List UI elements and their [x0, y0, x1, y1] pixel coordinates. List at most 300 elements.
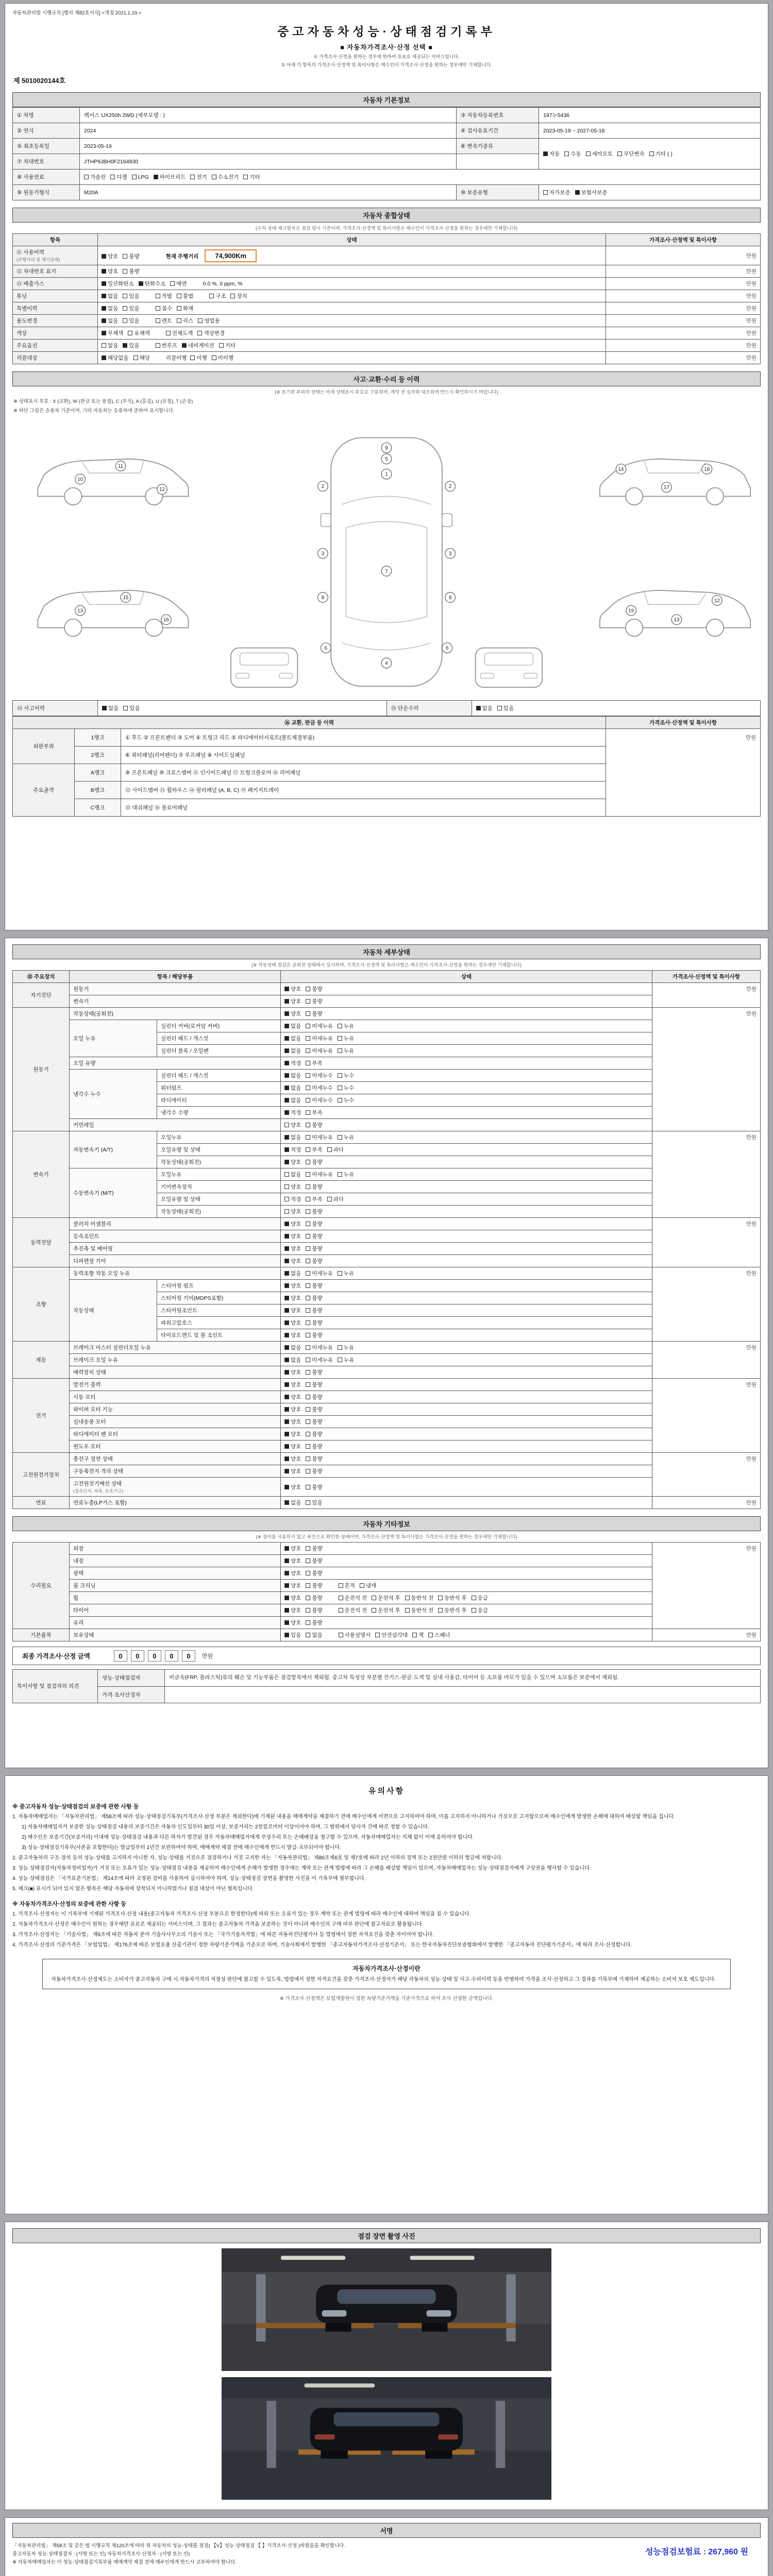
checkbox-label: 있음: [129, 705, 140, 711]
component-label: 스티어링 기어(MDPS포함): [157, 1292, 281, 1304]
checkbox-checked[interactable]: [284, 1011, 289, 1016]
checkbox-option: [284, 1158, 301, 1166]
checkbox[interactable]: [212, 355, 216, 360]
checkbox[interactable]: [306, 1370, 310, 1375]
checkbox-checked[interactable]: [284, 1571, 289, 1575]
checkbox[interactable]: [243, 175, 248, 179]
checkbox[interactable]: [170, 281, 175, 286]
checkbox[interactable]: [132, 175, 137, 179]
checkbox[interactable]: [306, 1558, 310, 1563]
checkbox-group: [543, 189, 612, 196]
checkbox[interactable]: [133, 355, 138, 360]
checkbox[interactable]: [306, 1209, 310, 1214]
checkbox[interactable]: [177, 306, 181, 311]
checkbox[interactable]: [339, 1633, 343, 1637]
checkbox-group: [284, 1582, 327, 1589]
checkbox[interactable]: [327, 1147, 332, 1152]
price-cell: 만원: [606, 246, 761, 265]
checkbox[interactable]: [338, 1345, 342, 1350]
detail-row: [13, 995, 761, 1008]
notice-item: 4. 가격조사·산정의 기준가격은 「보험업법」 제176조에 따른 보험요율 산출기관이 정한 차량기준가액을 기준으로 하며, 기술사회에서 발행한 「중고자동차가격조사·산정기준서」 또는 한국자동차진단보증협회에서 발행한 「중고자동차 진단평가기준서」에 따라 조사·산정합니다.: [12, 1942, 632, 1948]
checkbox[interactable]: [306, 1583, 310, 1588]
checkbox-label: 미세누수: [312, 1073, 333, 1079]
checkbox[interactable]: [306, 1358, 310, 1362]
checkbox[interactable]: [306, 1620, 310, 1625]
field-label: ③ 자동차등록번호: [457, 108, 539, 123]
checkbox-checked[interactable]: [284, 1456, 289, 1461]
checkbox-option: [284, 1557, 301, 1565]
checkbox[interactable]: [617, 151, 622, 156]
checkbox[interactable]: [306, 1222, 310, 1226]
checkbox[interactable]: [306, 1308, 310, 1313]
checkbox-checked[interactable]: [284, 1160, 289, 1164]
checkbox[interactable]: [338, 1073, 342, 1078]
checkbox[interactable]: [438, 1596, 443, 1600]
section-detail-state: 자동차 세부상태: [12, 944, 761, 959]
checkbox-option: [306, 1158, 322, 1166]
checkbox[interactable]: [564, 151, 569, 156]
checkbox-checked[interactable]: [284, 1608, 289, 1613]
status-cell: [281, 1280, 652, 1292]
detail-row: [13, 1465, 761, 1478]
checkbox[interactable]: [306, 1382, 310, 1387]
checkbox-checked[interactable]: [284, 1500, 289, 1505]
checkbox-option: [284, 1307, 301, 1314]
checkbox[interactable]: [306, 1320, 310, 1325]
checkbox-option: [412, 1631, 424, 1639]
checkbox-label: 양호: [291, 1620, 301, 1626]
checkbox[interactable]: [306, 1633, 310, 1637]
checkbox-label: 적법: [161, 293, 172, 299]
photo-list: [12, 2248, 761, 2500]
checkbox[interactable]: [306, 1011, 310, 1016]
checkbox[interactable]: [306, 1432, 310, 1436]
checkbox-checked[interactable]: [284, 1135, 289, 1140]
checkbox[interactable]: [339, 1583, 343, 1588]
checkbox[interactable]: [209, 294, 214, 298]
checkbox-checked[interactable]: [284, 1024, 289, 1028]
checkbox[interactable]: [197, 331, 202, 335]
checkbox[interactable]: [306, 1345, 310, 1350]
checkbox-group: [284, 1121, 327, 1129]
checkbox[interactable]: [306, 1456, 310, 1461]
checkbox-checked[interactable]: [284, 1558, 289, 1563]
field-label: ⑥ 변속기종류: [457, 139, 539, 154]
column-header: ⑱ 주요장치: [13, 971, 70, 983]
price-cell: 만원: [652, 1379, 761, 1453]
checkbox[interactable]: [306, 1197, 310, 1201]
component-label: 실린더 헤드 / 개스킷: [157, 1070, 281, 1082]
checkbox-group: [84, 173, 265, 181]
checkbox[interactable]: [306, 1086, 310, 1090]
checkbox[interactable]: [306, 1160, 310, 1164]
checkbox-checked[interactable]: [102, 355, 106, 360]
checkbox[interactable]: [360, 1583, 364, 1588]
checkbox-checked[interactable]: [102, 331, 106, 335]
checkbox-group: [339, 1631, 455, 1639]
checkbox[interactable]: [306, 1172, 310, 1177]
checkbox-label: 미세누유: [312, 1036, 333, 1042]
accident-history-label: [13, 701, 98, 716]
checkbox-label: 자동: [549, 151, 560, 157]
checkbox[interactable]: [306, 1110, 310, 1115]
signature-text: [12, 2542, 538, 2567]
checkbox-checked[interactable]: [284, 1633, 289, 1637]
checkbox-option: [154, 173, 186, 181]
checkbox-checked[interactable]: [102, 281, 106, 286]
checkbox[interactable]: [338, 1036, 342, 1041]
checkbox[interactable]: [338, 1086, 342, 1090]
checkbox-checked[interactable]: [284, 1320, 289, 1325]
checkbox[interactable]: [306, 1596, 310, 1600]
checkbox-option: [327, 1146, 344, 1154]
checkbox-label: 전기: [196, 174, 207, 180]
detail-row: [13, 1580, 761, 1592]
item-label: [70, 1255, 281, 1267]
mileage-value: 74,900Km: [205, 249, 257, 262]
item-name: 윈도우 모터: [73, 1444, 101, 1450]
checkbox[interactable]: [177, 294, 181, 298]
checkbox[interactable]: [306, 1571, 310, 1575]
checkbox-label: 누수: [343, 1097, 355, 1104]
item-name: 보유상태: [73, 1632, 94, 1638]
checkbox[interactable]: [306, 1147, 310, 1152]
checkbox-group: [284, 1022, 359, 1030]
checkbox-option: [284, 985, 301, 993]
checkbox[interactable]: [428, 1633, 433, 1637]
checkbox[interactable]: [156, 318, 160, 323]
checkbox[interactable]: [375, 1633, 380, 1637]
checkbox-checked[interactable]: [284, 1620, 289, 1625]
item-name: 작동상태: [73, 1308, 94, 1314]
checkbox-checked[interactable]: [284, 1271, 289, 1276]
item-label: [70, 1119, 281, 1131]
checkbox-checked[interactable]: [102, 254, 106, 259]
column-header: 가격조사·산정액 및 특이사항: [652, 971, 761, 983]
checkbox[interactable]: [405, 1608, 410, 1613]
checkbox-checked[interactable]: [284, 1048, 289, 1053]
checkbox[interactable]: [84, 175, 89, 179]
checkbox[interactable]: [338, 1048, 342, 1053]
checkbox[interactable]: [306, 1469, 310, 1473]
checkbox-checked[interactable]: [284, 1073, 289, 1078]
checkbox[interactable]: [212, 175, 216, 179]
checkbox-checked[interactable]: [284, 1469, 289, 1473]
checkbox-group: [284, 1282, 327, 1290]
checkbox-checked[interactable]: [102, 269, 106, 274]
checkbox[interactable]: [123, 269, 127, 274]
checkbox[interactable]: [405, 1596, 410, 1600]
detail-row: [13, 1366, 761, 1379]
checkbox-checked[interactable]: [284, 1061, 289, 1065]
checkbox[interactable]: [306, 1024, 310, 1028]
checkbox[interactable]: [306, 1135, 310, 1140]
checkbox[interactable]: [306, 1048, 310, 1053]
item-name: 냉각수 누수: [73, 1091, 101, 1097]
checkbox-option: [102, 342, 118, 349]
checkbox-group: [284, 1499, 327, 1506]
checkbox[interactable]: [412, 1633, 417, 1637]
checkbox-checked[interactable]: [284, 1432, 289, 1436]
checkbox[interactable]: [230, 294, 235, 298]
checkbox[interactable]: [284, 1123, 289, 1127]
checkbox-checked[interactable]: [284, 1583, 289, 1588]
checkbox-checked[interactable]: [284, 999, 289, 1004]
checkbox-label: 없음: [291, 1134, 301, 1141]
checkbox-group: [284, 1443, 327, 1450]
checkbox-checked[interactable]: [154, 175, 158, 179]
checkbox[interactable]: [123, 254, 127, 259]
rank-items: ① 후드 ② 프론트펜더 ③ 도어 ④ 트렁크 리드 ⑤ 라디에이터서포트(볼트체결부품): [121, 729, 606, 747]
checkbox-label: 세미오토: [592, 151, 613, 157]
checkbox-checked[interactable]: [284, 1308, 289, 1313]
detail-row: [13, 1592, 761, 1604]
checkbox[interactable]: [123, 306, 127, 311]
device-label: 변속기: [13, 1131, 70, 1218]
checkbox-checked[interactable]: [284, 1358, 289, 1362]
checkbox[interactable]: [306, 1395, 310, 1399]
checkbox[interactable]: [166, 331, 171, 335]
checkbox[interactable]: [339, 1608, 343, 1613]
checkbox[interactable]: [306, 1061, 310, 1065]
checkbox[interactable]: [372, 1596, 376, 1600]
checkbox[interactable]: [497, 706, 502, 710]
checkbox-checked[interactable]: [284, 1345, 289, 1350]
checkbox[interactable]: [190, 355, 195, 360]
checkbox-checked[interactable]: [284, 1382, 289, 1387]
checkbox-checked[interactable]: [284, 1234, 289, 1239]
checkbox-checked[interactable]: [284, 1098, 289, 1103]
checkbox-label: 불량: [312, 1431, 323, 1437]
checkbox[interactable]: [284, 1172, 289, 1177]
checkbox-checked[interactable]: [284, 1444, 289, 1449]
status-cell: [281, 1543, 652, 1555]
checkbox-checked[interactable]: [139, 281, 143, 286]
checkbox[interactable]: [306, 999, 310, 1004]
checkbox-label: 리스: [182, 318, 194, 324]
item-label: [70, 1580, 281, 1592]
checkbox-checked[interactable]: [102, 318, 106, 323]
checkbox[interactable]: [156, 294, 160, 298]
checkbox[interactable]: [306, 1271, 310, 1276]
checkbox-label: 부족: [312, 1147, 323, 1153]
checkbox-option: [372, 1594, 400, 1602]
checkbox-label: 양호: [291, 1332, 301, 1338]
checkbox-checked[interactable]: [284, 1485, 289, 1489]
checkbox[interactable]: [306, 1234, 310, 1239]
checkbox[interactable]: [123, 294, 127, 298]
checkbox-label: 누유: [343, 1270, 355, 1277]
checkbox-checked[interactable]: [284, 1370, 289, 1375]
checkbox[interactable]: [306, 1500, 310, 1505]
status-cell: [281, 1329, 652, 1342]
checkbox-checked[interactable]: [284, 1259, 289, 1263]
checkbox[interactable]: [177, 318, 181, 323]
checkbox[interactable]: [219, 343, 224, 348]
checkbox-checked[interactable]: [123, 343, 127, 348]
item-label: [70, 1428, 281, 1440]
checkbox-checked[interactable]: [284, 1036, 289, 1041]
checkbox[interactable]: [306, 1073, 310, 1078]
checkbox-checked[interactable]: [284, 1407, 289, 1412]
checkbox[interactable]: [338, 1098, 342, 1103]
checkbox-group: [209, 292, 252, 300]
checkbox-option: [284, 1381, 301, 1388]
checkbox-group: [284, 1072, 359, 1079]
checkbox[interactable]: [338, 1172, 342, 1177]
checkbox-option: [284, 1245, 301, 1252]
checkbox-group: [284, 1455, 327, 1463]
checkbox[interactable]: [338, 1358, 342, 1362]
item-name: 시동 모터: [73, 1394, 96, 1400]
checkbox[interactable]: [306, 1123, 310, 1127]
checkbox-label: 이행: [196, 355, 207, 361]
checkbox[interactable]: [128, 331, 132, 335]
checkbox[interactable]: [306, 1333, 310, 1337]
checkbox-checked[interactable]: [284, 1333, 289, 1337]
checkbox[interactable]: [306, 1419, 310, 1424]
notice-section-2-heading: ※ 자동차가격조사·산정의 보증에 관한 사항 등: [12, 1901, 126, 1907]
checkbox-option: [284, 1356, 301, 1364]
checkbox[interactable]: [306, 1608, 310, 1613]
overall-row: [13, 265, 761, 278]
checkbox[interactable]: [306, 1259, 310, 1263]
checkbox[interactable]: [306, 1444, 310, 1449]
checkbox[interactable]: [156, 306, 160, 311]
checkbox[interactable]: [306, 1546, 310, 1551]
status-cell: [281, 1156, 652, 1168]
checkbox-checked[interactable]: [284, 1283, 289, 1288]
checkbox-checked[interactable]: [284, 1147, 289, 1152]
checkbox-group: [284, 1368, 327, 1376]
checkbox-option: [123, 267, 139, 275]
checkbox[interactable]: [338, 1135, 342, 1140]
checkbox[interactable]: [586, 151, 591, 156]
car-view-rear-right: [600, 590, 750, 636]
checkbox-option: [284, 1010, 301, 1018]
price-cell: 만원: [652, 1543, 761, 1629]
checkbox-group: [284, 1109, 327, 1116]
checkbox[interactable]: [306, 1098, 310, 1103]
status-cell: [281, 1428, 652, 1440]
checkbox[interactable]: [472, 1596, 476, 1600]
checkbox[interactable]: [284, 1209, 289, 1214]
checkbox[interactable]: [306, 1246, 310, 1251]
component-label: 타이로드엔드 및 볼 조인트: [157, 1329, 281, 1342]
checkbox[interactable]: [306, 1283, 310, 1288]
checkbox[interactable]: [284, 1184, 289, 1189]
checkbox-option: [284, 1022, 301, 1030]
checkbox-checked[interactable]: [284, 987, 289, 991]
checkbox-checked[interactable]: [575, 190, 580, 195]
checkbox-label: 없음: [108, 306, 119, 312]
checkbox[interactable]: [156, 343, 160, 348]
checkbox-checked[interactable]: [182, 343, 187, 348]
checkbox-checked[interactable]: [284, 1419, 289, 1424]
checkbox-label: 양호: [291, 1221, 301, 1227]
checkbox-option: [284, 1430, 301, 1438]
checkbox[interactable]: [190, 175, 195, 179]
checkbox-option: [156, 292, 172, 300]
checkbox[interactable]: [338, 1024, 342, 1028]
table-row: [13, 1670, 761, 1687]
checkbox-checked[interactable]: [102, 706, 107, 710]
checkbox-label: 일산화탄소: [108, 281, 134, 287]
checkbox[interactable]: [306, 1296, 310, 1300]
checkbox-checked[interactable]: [476, 706, 481, 710]
checkbox[interactable]: [339, 1596, 343, 1600]
checkbox-label: 안전삼각대: [381, 1632, 408, 1638]
checkbox-group: [284, 1195, 348, 1203]
checkbox[interactable]: [438, 1608, 443, 1613]
checkbox-group: [284, 1594, 327, 1602]
checkbox-checked[interactable]: [284, 1222, 289, 1226]
checkbox-option: [306, 1294, 322, 1302]
checkbox[interactable]: [338, 1271, 342, 1276]
checkbox-label: 양호: [291, 1546, 301, 1552]
checkbox[interactable]: [327, 1197, 332, 1201]
notice-item: 2. 중고자동차의 구조·장치 등의 성능·상태를 고지하지 아니한 자, 성능·상태를 거짓으로 점검하거나 거짓 고지한 자는 「자동차관리법」 제80조제6호 및 제7호에 따라 2년 이하의 징역 또는 2천만원 이하의 벌금에 처합니다.: [12, 1855, 503, 1861]
checkbox-checked[interactable]: [284, 1246, 289, 1251]
checkbox[interactable]: [543, 190, 548, 195]
status-cell: [281, 1094, 652, 1107]
checkbox-checked[interactable]: [284, 1395, 289, 1399]
checkbox[interactable]: [123, 706, 128, 710]
checkbox-group: [284, 1171, 359, 1178]
checkbox[interactable]: [649, 151, 654, 156]
checkbox[interactable]: [372, 1608, 376, 1613]
checkbox-checked[interactable]: [284, 1596, 289, 1600]
checkbox-checked[interactable]: [102, 294, 106, 298]
checkbox-label: 없음: [312, 1632, 323, 1638]
checkbox[interactable]: [306, 1485, 310, 1489]
checkbox-checked[interactable]: [284, 1110, 289, 1115]
checkbox[interactable]: [123, 318, 127, 323]
checkbox-label: 없음: [291, 1172, 301, 1178]
checkbox-label: 불량: [312, 1558, 323, 1564]
checkbox-checked[interactable]: [284, 1086, 289, 1090]
checkbox[interactable]: [198, 318, 203, 323]
component-label: 작동상태(공회전): [157, 1156, 281, 1168]
device-label: 고전원전기장치: [13, 1453, 70, 1497]
checkbox[interactable]: [284, 1197, 289, 1201]
checkbox-checked[interactable]: [284, 1546, 289, 1551]
item-label: [70, 1008, 281, 1020]
page-3: [5, 1775, 768, 2214]
detail-row: [13, 1255, 761, 1267]
info-box-text: 자동차가격조사·산정제도는 소비자가 중고자동차 구매 시 자동차가격의 적절성 판단에 참고할 수 있도록, 법령에서 정한 자격요건을 갖춘 가격조사·산정자가 해당 자동차의 성능·상태 및 사고·수리이력 등을 반영하여 가격을 조사·산정하고 그 결과를 기록부에 기재하여 제공하는 소비자 보호 제도입니다.: [51, 1977, 716, 1982]
overall-status-cell: [98, 352, 606, 364]
page-5: [5, 2517, 768, 2576]
checkbox[interactable]: [306, 1036, 310, 1041]
vehicle-name: 렉서스 UX250h 2WD (세부모델 : ): [80, 108, 457, 123]
checkbox[interactable]: [306, 987, 310, 991]
checkbox-checked[interactable]: [102, 306, 106, 311]
checkbox[interactable]: [102, 343, 106, 348]
checkbox[interactable]: [472, 1608, 476, 1613]
checkbox-option: [123, 304, 139, 312]
checkbox[interactable]: [306, 1407, 310, 1412]
checkbox-label: 누수: [343, 1073, 355, 1079]
item-label: [70, 1354, 281, 1366]
warranty-type: [539, 185, 761, 200]
checkbox[interactable]: [306, 1184, 310, 1189]
device-label: 제동: [13, 1342, 70, 1379]
checkbox-group: [102, 704, 145, 712]
checkbox[interactable]: [110, 175, 115, 179]
checkbox-checked[interactable]: [543, 151, 548, 156]
checkbox-checked[interactable]: [284, 1296, 289, 1300]
